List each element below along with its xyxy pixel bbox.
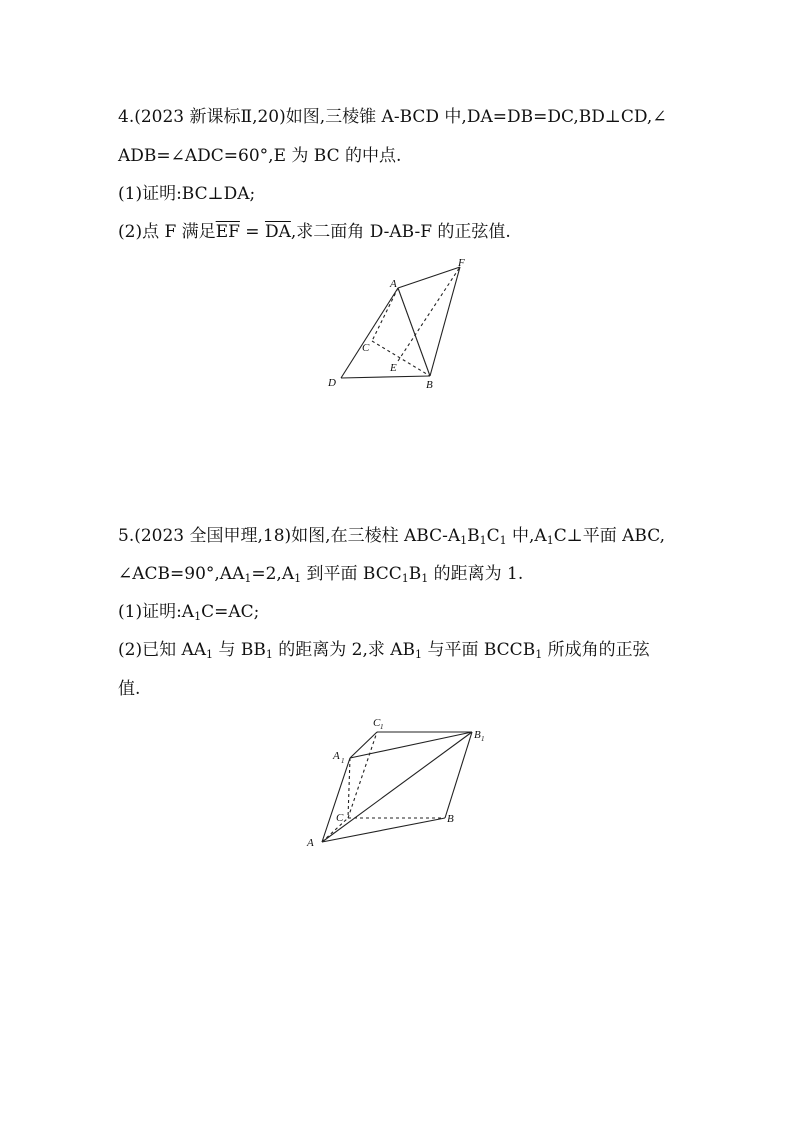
q5-part-2: (2)已知 $AA_1$ 与 $BB_1$ 的距离为 2,求 $AB_1$ 与平面 $BCCB_1$ 所成角的正弦 (118, 640, 650, 661)
q4-line-1: 4.(2023 新课标Ⅱ,20)如图,三棱锥 A-BCD 中,DA=DB=DC,BD⊥CD,∠ (118, 107, 667, 127)
edge-FB (430, 267, 460, 376)
label-C: C (362, 342, 370, 354)
q5-part-1: (1)证明$:A_1C=AC$; (118, 602, 260, 623)
edge-A1C1 (350, 732, 377, 758)
label-A1-sub: 1 (341, 757, 345, 765)
label-E: E (390, 362, 397, 374)
q4-part-1: (1)证明:BC⊥DA; (118, 184, 256, 204)
edge-CB (372, 341, 430, 376)
label-A: A (390, 278, 397, 290)
label-C1: C (373, 717, 381, 729)
label-B: B (426, 379, 433, 391)
q4-pyramid-diagram (320, 255, 480, 395)
edge-AC (372, 288, 398, 341)
label-B1: B (474, 729, 481, 741)
edge-AB (398, 288, 430, 376)
q5-prism-diagram (300, 705, 500, 855)
label-A1: A (333, 750, 340, 762)
label-D: D (328, 377, 336, 389)
label-A: A (307, 837, 314, 849)
edge-A1C (348, 758, 350, 818)
label-C1-sub: 1 (380, 723, 384, 731)
vector-da: $\overline{DA}$ (264, 222, 291, 242)
edge-BB1 (445, 732, 472, 818)
vector-ef: $\overline{EF}$ (215, 222, 240, 242)
q5-part-2-cont: 值. (118, 679, 141, 699)
q5-line-1: 5.(2023 全国甲理,18)如图,在三棱柱 ABC-$A_1B_1C_1$ 中$,A_1C\perp$平面 ABC, (118, 526, 666, 547)
label-B1-sub: 1 (481, 735, 485, 743)
label-F: F (458, 257, 465, 269)
edge-AF (398, 267, 460, 288)
label-C: C (336, 812, 344, 824)
q4-line-2: ADB=∠ADC=60°,E 为 BC 的中点. (118, 146, 402, 166)
q4-part-2: (2)点 F 满足$\overline{EF} = \overline{DA}$,求二面角 D-AB-F 的正弦值. (118, 222, 511, 242)
q5-line-2: $\angle ACB=90^\circ,AA_1=2,A_1$ 到平面 $BCC_1B_1$ 的距离为 1. (118, 564, 524, 585)
label-B: B (447, 813, 454, 825)
edge-DB (341, 376, 430, 378)
